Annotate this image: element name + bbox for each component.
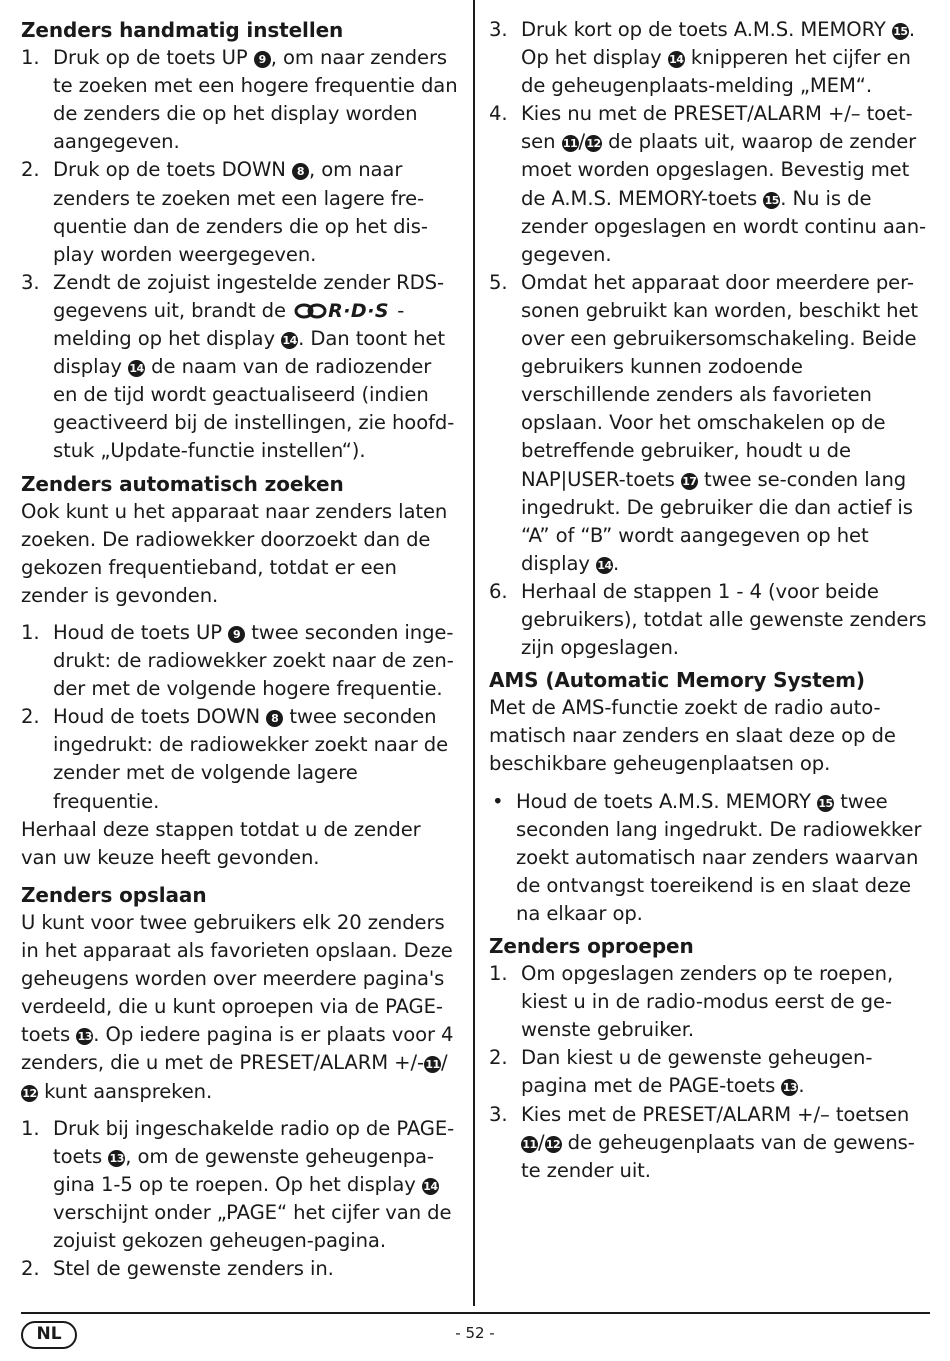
rds-swirl-icon <box>294 302 328 320</box>
item-text: . Nu is de zender opgeslagen en wordt continu aan-gegeven. <box>521 186 926 266</box>
ref-display-badge: 14 <box>129 362 144 376</box>
item-number: 2. <box>21 158 40 182</box>
list-item <box>21 1255 459 1283</box>
oproepen-list <box>489 960 931 1185</box>
list-item <box>21 1115 459 1255</box>
item-text: Kies met de PRESET/ALARM +/– toetsen <box>521 1102 910 1126</box>
ref-display-badge: 14 <box>597 558 612 572</box>
automatisch-list <box>21 619 459 816</box>
item-text: twee seconden inge-drukt: de radiowekker zoekt naar de zen-der met de volgende hogere frequentie. <box>53 621 454 701</box>
automatisch-intro: Ook kunt u het apparaat naar zenders laten zoeken. De radiowekker doorzoekt dan de gekozen frequentieband, totdat er een zender is gevonden. <box>21 499 448 607</box>
ref-down-badge: 8 <box>292 163 309 180</box>
item-number: 2. <box>21 705 40 729</box>
item-text: de plaats uit, waarop de zender moet worden opgeslagen. Bevestig met de A.M.S. MEMORY-toets <box>521 130 917 210</box>
item-text: / <box>578 130 586 154</box>
rds-logo-icon <box>294 297 389 325</box>
item-text: Stel de gewenste zenders in. <box>53 1257 334 1281</box>
ref-display-badge: 14 <box>669 53 684 67</box>
item-text: Druk op de toets DOWN <box>53 158 292 182</box>
item-text: . <box>798 1074 805 1098</box>
heading-zenders-opslaan: Zenders opslaan <box>21 882 207 907</box>
item-number: 3. <box>489 1102 508 1126</box>
item-text: Houd de toets DOWN <box>53 705 267 729</box>
left-column <box>21 16 459 1283</box>
right-column <box>489 16 931 1185</box>
list-item <box>21 269 459 466</box>
item-number: 1. <box>21 46 40 70</box>
item-text: twee seconden ingedrukt: de radiowekker zoekt naar de zender met de volgende lagere frequentie. <box>53 705 449 813</box>
item-text: -melding op het display <box>53 298 405 351</box>
item-number: 3. <box>21 270 40 294</box>
list-item <box>21 703 459 815</box>
bullet-icon: • <box>492 789 504 813</box>
list-item <box>489 269 931 578</box>
rds-logo-text: R·D·S <box>328 299 390 322</box>
item-text: , om de gewenste geheugenpa-gina 1-5 op te roepen. Op het display <box>53 1144 434 1196</box>
ref-up-badge: 9 <box>228 626 245 643</box>
opslaan-list-left <box>21 1115 459 1284</box>
heading-zenders-automatisch: Zenders automatisch zoeken <box>21 471 344 496</box>
list-item <box>21 44 459 156</box>
list-item <box>489 960 931 1044</box>
intro-text: . Op iedere pagina is er plaats voor 4 zenders, die u met de PRESET/ALARM +/- <box>21 1023 454 1075</box>
ref-up-badge: 9 <box>254 51 271 68</box>
ref-memory-badge: 15 <box>818 796 833 810</box>
list-item <box>489 788 931 928</box>
list-item <box>489 1101 931 1185</box>
ref-page-badge: 13 <box>77 1030 92 1044</box>
item-number: 1. <box>21 1116 40 1140</box>
footer-rule <box>21 1312 930 1314</box>
ams-intro: Met de AMS-functie zoekt de radio auto-matisch naar zenders en slaat deze op de beschikbare geheugenplaatsen op. <box>489 696 896 776</box>
item-text: Omdat het apparaat door meerdere per-sonen gebruikt kan worden, beschikt het over een gebruikersomschakeling. Beide gebruikers kunnen zodoende verschillende zenders als favorieten opslaan. Voor het omschakelen op de betreffende gebruiker, houdt u de NAP|USER-toets <box>521 270 919 491</box>
item-number: 5. <box>489 270 508 294</box>
item-text: / <box>538 1130 545 1154</box>
item-text: . <box>613 551 620 575</box>
item-text: Houd de toets A.M.S. MEMORY <box>516 789 818 813</box>
opslaan-list-right <box>489 16 931 662</box>
item-text: twee se-conden lang ingedrukt. De gebruiker die dan actief is “A” of “B” wordt aangegeven op het display <box>521 467 913 575</box>
ref-preset-plus-badge: 11 <box>425 1058 440 1072</box>
item-text: Druk bij ingeschakelde radio op de PAGE-toets <box>53 1116 455 1168</box>
item-text: Houd de toets UP <box>53 621 229 645</box>
list-item <box>489 16 931 100</box>
intro-text: kunt aanspreken. <box>38 1079 213 1103</box>
heading-ams: AMS (Automatic Memory System) <box>489 668 865 693</box>
item-number: 1. <box>21 621 40 645</box>
ref-display-badge: 14 <box>282 334 297 348</box>
item-text: de naam van de radiozender en de tijd wordt geactualiseerd (indien geactiveerd bij de instellingen, zie hoofd-stuk „Update-functie instellen“). <box>53 355 455 463</box>
item-text: , om naar zenders te zoeken met een hogere frequentie dan de zenders die op het display worden aangegeven. <box>53 46 458 154</box>
ref-memory-badge: 15 <box>764 193 779 207</box>
item-text: Druk kort op de toets A.M.S. MEMORY <box>521 18 892 41</box>
item-text: Herhaal de stappen 1 - 4 (voor beide gebruikers), totdat alle gewenste zenders zijn opgeslagen. <box>521 579 927 660</box>
ams-list <box>489 788 931 928</box>
automatisch-outro: Herhaal deze stappen totdat u de zender van uw keuze heeft gevonden. <box>21 817 421 869</box>
heading-zenders-handmatig: Zenders handmatig instellen <box>21 18 344 42</box>
item-text: . Op het display <box>521 18 915 70</box>
handmatig-list <box>21 44 459 465</box>
ref-preset-minus-badge: 12 <box>545 1137 561 1151</box>
heading-zenders-oproepen: Zenders oproepen <box>489 934 694 958</box>
ref-page-badge: 13 <box>782 1081 798 1095</box>
ref-memory-badge: 15 <box>893 25 908 38</box>
item-number: 2. <box>21 1257 40 1281</box>
item-number: 6. <box>489 579 508 603</box>
item-number: 4. <box>489 102 508 126</box>
item-text: Om opgeslagen zenders op te roepen, kiest u in de radio-modus eerst de ge-wenste gebruiker. <box>521 962 894 1042</box>
opslaan-intro <box>21 909 459 1106</box>
list-item <box>489 578 931 662</box>
ref-page-badge: 13 <box>109 1151 124 1165</box>
ref-preset-minus-badge: 12 <box>22 1086 37 1100</box>
ref-preset-minus-badge: 12 <box>586 137 601 151</box>
column-divider <box>473 0 475 1306</box>
intro-text: / <box>440 1051 448 1075</box>
list-item <box>21 619 459 703</box>
item-text: Dan kiest u de gewenste geheugen-pagina met de PAGE-toets <box>521 1046 873 1098</box>
ref-preset-plus-badge: 11 <box>562 137 578 151</box>
language-badge: NL <box>21 1321 77 1349</box>
item-number: 1. <box>489 962 508 986</box>
item-text: de geheugenplaats van de gewens-te zender uit. <box>521 1130 915 1182</box>
ref-display-badge: 14 <box>423 1179 438 1193</box>
list-item <box>489 1044 931 1100</box>
ref-preset-plus-badge: 11 <box>522 1137 537 1151</box>
list-item <box>21 156 459 268</box>
item-text: , om naar zenders te zoeken met een lagere fre-quentie dan de zenders die op het dis-play worden weergegeven. <box>53 158 428 266</box>
item-text: Zendt de zojuist ingestelde zender RDS-gegevens uit, brandt de <box>53 270 444 322</box>
item-number: 2. <box>489 1046 508 1070</box>
item-text: verschijnt onder „PAGE“ het cijfer van de zojuist gekozen geheugen-pagina. <box>53 1200 452 1252</box>
ref-nap-user-badge: 17 <box>682 474 697 488</box>
list-item <box>489 100 931 269</box>
intro-text: U kunt voor twee gebruikers elk 20 zenders in het apparaat als favorieten opslaan. Deze geheugens worden over meerdere pagina's verdeeld, die u kunt oproepen via de PAGE-toets <box>21 910 453 1047</box>
item-text: . Dan toont het display <box>53 327 445 379</box>
ref-down-badge: 8 <box>266 710 283 727</box>
item-text: twee seconden lang ingedrukt. De radiowekker zoekt automatisch naar zenders waarvan de ontvangst toereikend is en slaat deze na elkaar op. <box>516 789 922 925</box>
item-text: Kies nu met de PRESET/ALARM +/– toet-sen <box>521 102 913 154</box>
page-number: - 52 - <box>455 1324 495 1342</box>
item-text: knipperen het cijfer en de geheugenplaats-melding „MEM“. <box>521 46 911 98</box>
item-number: 3. <box>489 18 508 41</box>
item-text: Druk op de toets UP <box>53 46 254 70</box>
